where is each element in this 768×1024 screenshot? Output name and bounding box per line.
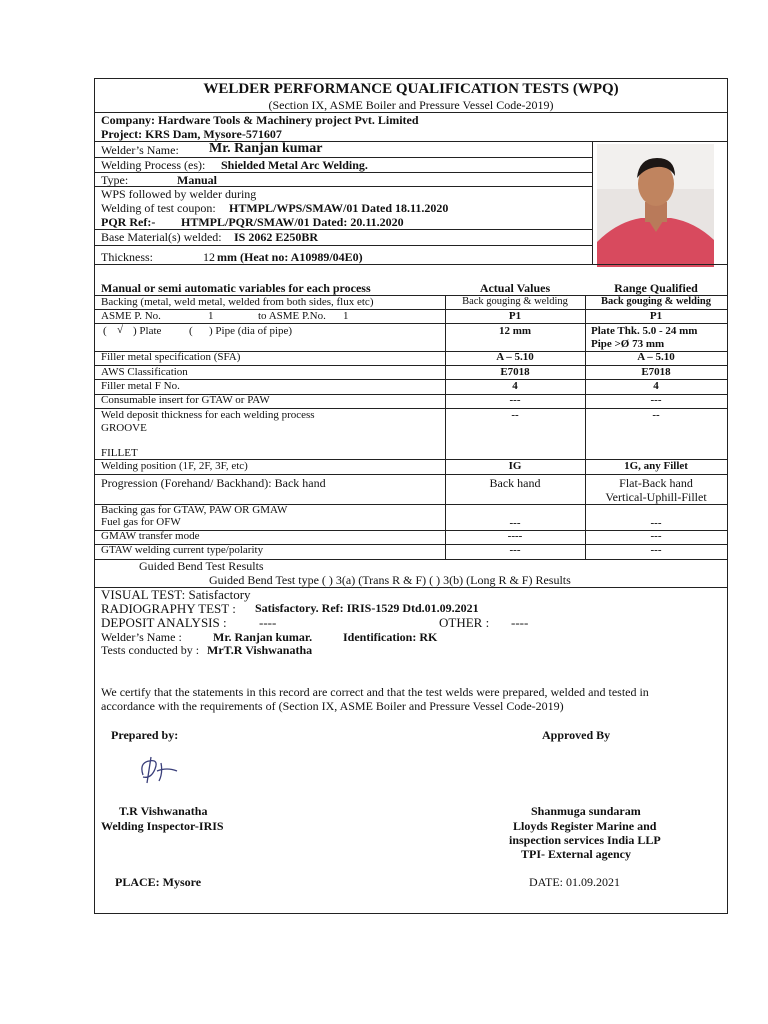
pno-label-a: ASME P. No.	[101, 310, 161, 322]
approved-org-1: Lloyds Register Marine and	[513, 819, 657, 833]
prepared-title: Welding Inspector-IRIS	[101, 819, 224, 833]
identification: Identification: RK	[343, 630, 438, 644]
range-qualified-header: Range Qualified	[614, 281, 698, 295]
deposit-actual: --	[511, 409, 519, 421]
backing-gas-actual: ---	[509, 517, 521, 529]
gmaw-label: GMAW transfer mode	[101, 530, 200, 542]
plate-range-2: Pipe >Ø 73 mm	[591, 338, 665, 350]
prepared-name: T.R Vishwanatha	[119, 804, 208, 818]
backing-range: Back gouging & welding	[601, 296, 711, 307]
gmaw-actual: ----	[507, 530, 523, 542]
process-label: Welding Process (es):	[101, 158, 206, 172]
welder-portrait-image	[597, 144, 714, 267]
process-value: Shielded Metal Arc Welding.	[221, 158, 368, 172]
document-title: WELDER PERFORMANCE QUALIFICATION TESTS (WPQ)	[203, 81, 619, 97]
position-range: 1G, any Fillet	[624, 460, 688, 472]
progression-range-1: Flat-Back hand	[619, 476, 693, 490]
prepared-by-label: Prepared by:	[111, 728, 179, 742]
backing-actual: Back gouging & welding	[462, 296, 568, 307]
certification-line-1: We certify that the statements in this record are correct and that the test welds were prepared, welded and tested in	[101, 685, 649, 699]
progression-range-2: Vertical-Uphill-Fillet	[605, 490, 707, 504]
gtaw-range: ---	[650, 544, 662, 556]
pno-actual: P1	[508, 310, 522, 322]
certification-line-2: accordance with the requirements of (Section IX, ASME Boiler and Pressure Vessel Code-2019)	[101, 699, 564, 713]
other-label: OTHER :	[439, 615, 490, 630]
fno-label: Filler metal F No.	[101, 380, 180, 392]
fno-range: 4	[653, 380, 659, 392]
radiography-value: Satisfactory. Ref: IRIS-1529 Dtd.01.09.2021	[255, 601, 479, 615]
plate-label: ) Plate	[133, 325, 162, 337]
aws-label: AWS Classification	[101, 366, 188, 378]
actual-values-header: Actual Values	[479, 281, 551, 295]
deposit-analysis-value: ----	[259, 615, 277, 630]
sfa-range: A – 5.10	[637, 351, 675, 363]
welder-name-value: Mr. Ranjan kumar	[209, 141, 323, 156]
aws-actual: E7018	[500, 366, 530, 378]
welder-photo	[597, 144, 714, 267]
tests-conducted-label: Tests conducted by :	[101, 643, 200, 657]
backing-gas-label: Backing gas for GTAW, PAW OR GMAW	[101, 504, 288, 516]
pno-val-b: 1	[343, 310, 349, 322]
tests-conducted-value: MrT.R Vishwanatha	[207, 643, 313, 657]
progression-actual: Back hand	[489, 476, 541, 490]
visual-test: VISUAL TEST: Satisfactory	[101, 587, 251, 602]
approved-org-3: TPI- External agency	[521, 847, 631, 861]
pqr-label: PQR Ref:-	[101, 215, 156, 229]
deposit-range: --	[652, 409, 660, 421]
sfa-label: Filler metal specification (SFA)	[101, 351, 241, 363]
plate-range-1: Plate Thk. 5.0 - 24 mm	[591, 325, 698, 337]
type-label: Type:	[101, 173, 129, 187]
approved-by-label: Approved By	[542, 728, 611, 742]
gtaw-label: GTAW welding current type/polarity	[101, 544, 264, 556]
bend-test-type: Guided Bend Test type ( ) 3(a) (Trans R & F) ( ) 3(b) (Long R & F) Results	[209, 573, 571, 587]
position-label: Welding position (1F, 2F, 3F, etc)	[101, 460, 248, 472]
insert-actual: ---	[509, 394, 521, 406]
deposit-fillet: FILLET	[101, 447, 138, 459]
place-label: PLACE: Mysore	[115, 875, 202, 889]
radiography-label: RADIOGRAPHY TEST :	[101, 601, 236, 616]
thickness-value: mm (Heat no: A10989/04E0)	[217, 250, 363, 264]
fuel-gas-label: Fuel gas for OFW	[101, 516, 181, 528]
pipe-open-paren: (	[189, 325, 193, 337]
approved-name: Shanmuga sundaram	[531, 804, 641, 818]
plate-open-paren: (	[103, 325, 107, 337]
pqr-value: HTMPL/PQR/SMAW/01 Dated: 20.11.2020	[181, 215, 404, 229]
approved-org-2: inspection services India LLP	[509, 833, 661, 847]
coupon-value: HTMPL/WPS/SMAW/01 Dated 18.11.2020	[229, 201, 449, 215]
welder-name-label: Welder’s Name:	[101, 143, 179, 157]
pno-label-b: to ASME P.No.	[258, 310, 326, 322]
coupon-label: Welding of test coupon:	[101, 201, 216, 215]
backing-gas-range: ---	[650, 517, 662, 529]
fno-actual: 4	[512, 380, 518, 392]
bend-test-title: Guided Bend Test Results	[139, 559, 264, 573]
base-material-value: IS 2062 E250BR	[234, 230, 319, 244]
gtaw-actual: ---	[509, 544, 521, 556]
type-value: Manual	[177, 173, 218, 187]
insert-range: ---	[650, 394, 662, 406]
deposit-groove: GROOVE	[101, 422, 147, 434]
pipe-label: ) Pipe (dia of pipe)	[209, 325, 293, 337]
wps-line: WPS followed by welder during	[101, 187, 257, 201]
thickness-number: 12	[203, 250, 215, 264]
deposit-label: Weld deposit thickness for each welding process	[101, 409, 315, 421]
pno-range: P1	[649, 310, 663, 322]
progression-label: Progression (Forehand/ Backhand): Back hand	[101, 476, 326, 490]
pno-val-a: 1	[208, 310, 214, 322]
aws-range: E7018	[641, 366, 671, 378]
gmaw-range: ---	[650, 530, 662, 542]
welder-name-results-label: Welder’s Name :	[101, 630, 182, 644]
deposit-analysis-label: DEPOSIT ANALYSIS :	[101, 615, 227, 630]
document-subtitle: (Section IX, ASME Boiler and Pressure Vessel Code-2019)	[268, 98, 554, 112]
plate-tick: √	[117, 324, 124, 336]
project-line: Project: KRS Dam, Mysore-571607	[101, 127, 282, 141]
date-label: DATE: 01.09.2021	[529, 875, 620, 889]
other-value: ----	[511, 615, 529, 630]
position-actual: IG	[508, 460, 522, 472]
thickness-label: Thickness:	[101, 250, 153, 264]
wpq-document	[94, 78, 728, 914]
base-material-label: Base Material(s) welded:	[101, 230, 222, 244]
company-line: Company: Hardware Tools & Machinery project Pvt. Limited	[101, 113, 419, 127]
sfa-actual: A – 5.10	[496, 351, 534, 363]
insert-label: Consumable insert for GTAW or PAW	[101, 394, 270, 406]
plate-actual: 12 mm	[498, 325, 532, 337]
welder-name-results-value: Mr. Ranjan kumar.	[213, 630, 313, 644]
variables-header: Manual or semi automatic variables for each process	[101, 281, 371, 295]
signature-image	[133, 753, 181, 787]
backing-label: Backing (metal, weld metal, welded from both sides, flux etc)	[101, 296, 374, 308]
